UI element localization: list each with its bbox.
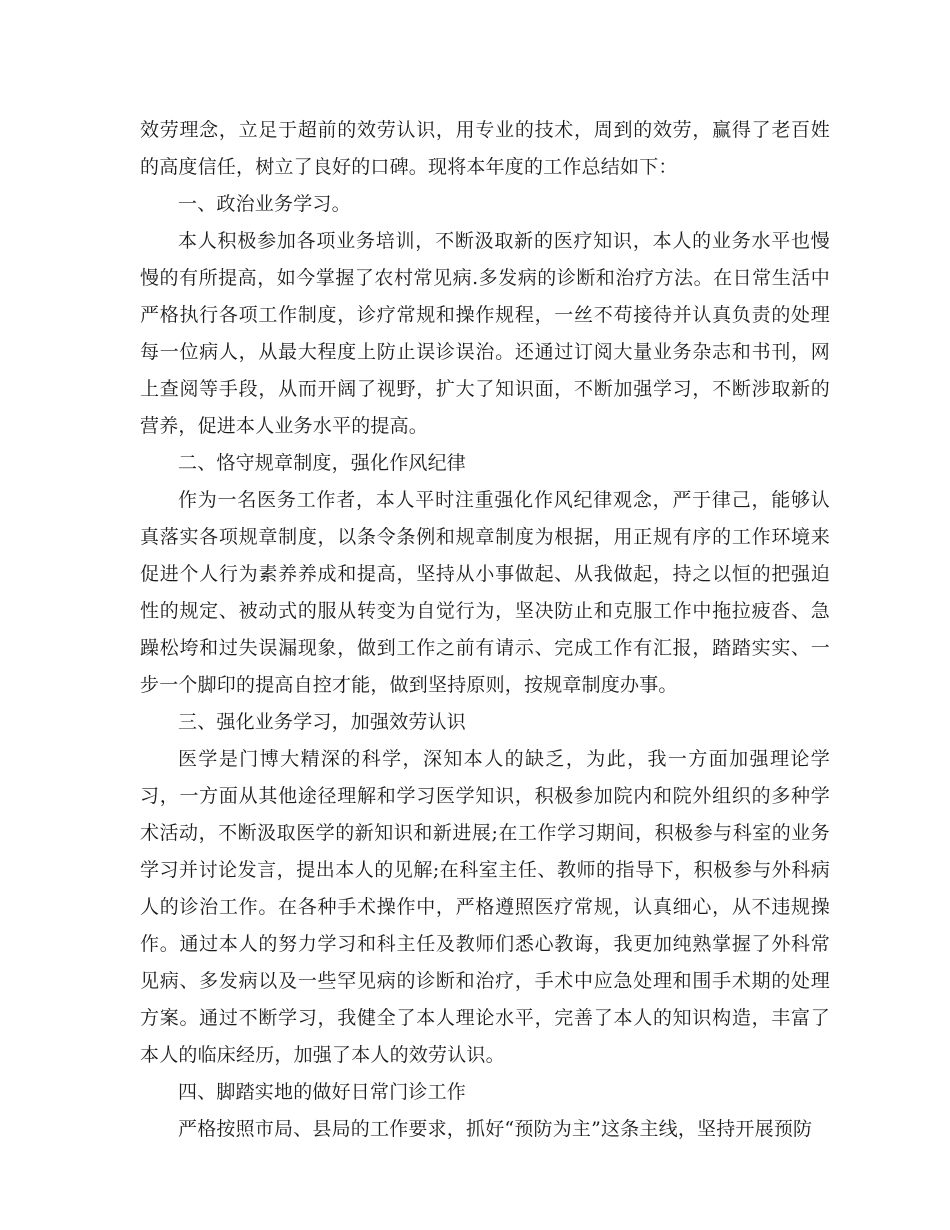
document-body (140, 112, 830, 1148)
section-heading-2: 二、恪守规章制度，强化作风纪律 (178, 452, 467, 474)
section-heading-3: 三、强化业务学习，加强效劳认识 (178, 711, 467, 733)
section-heading-1: 一、政治业务学习。 (178, 193, 351, 215)
paragraph-intro-continuation: 效劳理念，立足于超前的效劳认识，用专业的技术，周到的效劳，赢得了老百姓的高度信任，树立了良好的口碑。现将本年度的工作总结如下： (140, 119, 830, 178)
section-heading-4: 四、脚踏实地的做好日常门诊工作 (178, 1081, 467, 1103)
paragraph-section-4: 严格按照市局、县局的工作要求，抓好“预防为主”这条主线，坚持开展预防 (178, 1118, 813, 1140)
paragraph-section-2: 作为一名医务工作者，本人平时注重强化作风纪律观念，严于律己，能够认真落实各项规章制度，以条令条例和规章制度为根据，用正规有序的工作环境来促进个人行为素养养成和提高，坚持从小事做起、从我做起，持之以恒的把强迫性的规定、被动式的服从转变为自觉行为，坚决防止和克服工作中拖拉疲沓、急躁松垮和过失误漏现象，做到工作之前有请示、完成工作有汇报，踏踏实实、一步一个脚印的提高自控才能，做到坚持原则，按规章制度办事。 (140, 489, 830, 696)
paragraph-section-3: 医学是门博大精深的科学，深知本人的缺乏，为此，我一方面加强理论学习，一方面从其他途径理解和学习医学知识，积极参加院内和院外组织的多种学术活动，不断汲取医学的新知识和新进展;在工作学习期间，积极参与科室的业务学习并讨论发言，提出本人的见解;在科室主任、教师的指导下，积极参与外科病人的诊治工作。在各种手术操作中，严格遵照医疗常规，认真细心，从不违规操作。通过本人的努力学习和科主任及教师们悉心教诲，我更加纯熟掌握了外科常见病、多发病以及一些罕见病的诊断和治疗，手术中应急处理和围手术期的处理方案。通过不断学习，我健全了本人理论水平，完善了本人的知识构造，丰富了本人的临床经历，加强了本人的效劳认识。 (140, 748, 830, 1066)
paragraph-section-1: 本人积极参加各项业务培训，不断汲取新的医疗知识，本人的业务水平也慢慢的有所提高，如今掌握了农村常见病.多发病的诊断和治疗方法。在日常生活中严格执行各项工作制度，诊疗常规和操作规程，一丝不苟接待并认真负责的处理每一位病人，从最大程度上防止误诊误治。还通过订阅大量业务杂志和书刊，网上查阅等手段，从而开阔了视野，扩大了知识面，不断加强学习，不断涉取新的营养，促进本人业务水平的提高。 (140, 230, 830, 437)
